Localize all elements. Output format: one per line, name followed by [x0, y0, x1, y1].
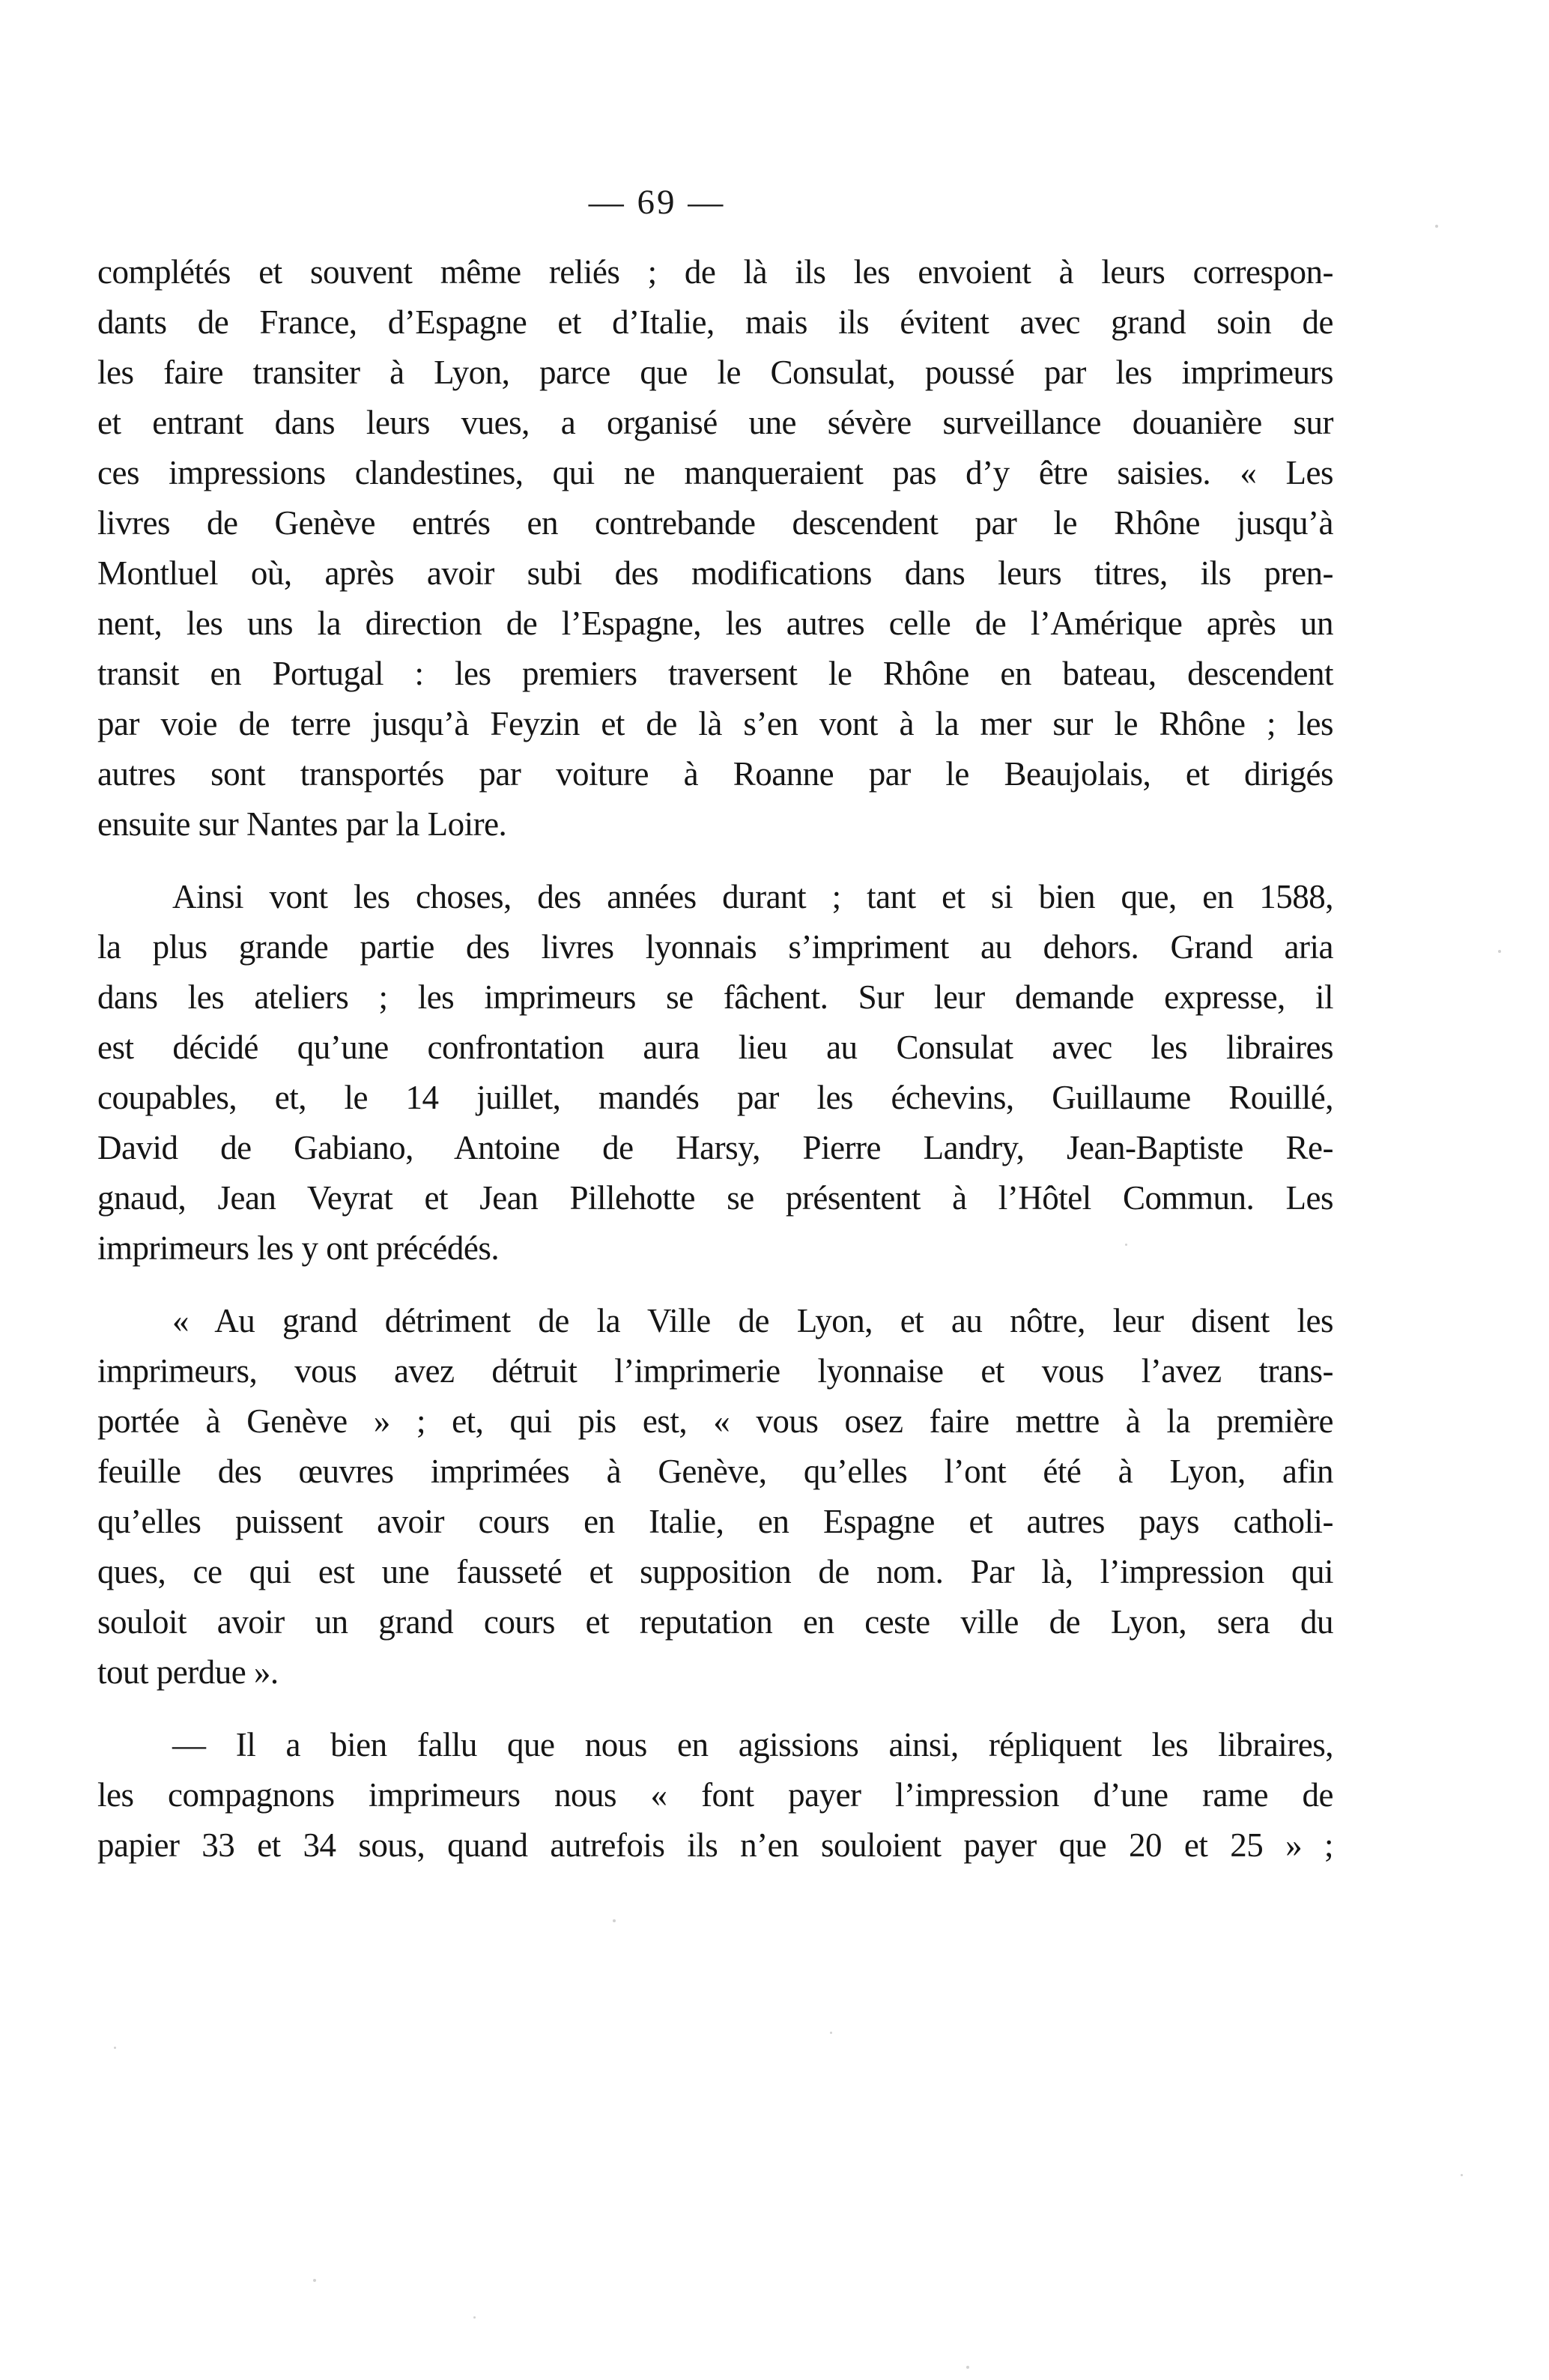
text-line: et entrant dans leurs vues, a organisé une sévère surveillance douanière sur: [97, 404, 1333, 441]
text-line: « Au grand détriment de la Ville de Lyon, et au nôtre, leur disent les: [172, 1302, 1333, 1339]
text-line: gnaud, Jean Veyrat et Jean Pillehotte se présentent à l’Hôtel Commun. Les: [97, 1179, 1333, 1217]
text-line: dans les ateliers ; les imprimeurs se fâchent. Sur leur demande expresse, il: [97, 978, 1333, 1016]
text-line: dants de France, d’Espagne et d’Italie, mais ils évitent avec grand soin de: [97, 303, 1333, 341]
text-line: complétés et souvent même reliés ; de là ils les envoient à leurs correspon-: [97, 253, 1333, 291]
text-line: par voie de terre jusqu’à Feyzin et de là s’en vont à la mer sur le Rhône ; les: [97, 705, 1333, 742]
text-line: ensuite sur Nantes par la Loire.: [97, 805, 507, 843]
text-line: David de Gabiano, Antoine de Harsy, Pierre Landry, Jean-Baptiste Re-: [97, 1129, 1333, 1166]
paragraph-1: [97, 247, 1333, 850]
paragraph-2: [97, 872, 1333, 1274]
text-block: [97, 247, 1333, 1871]
text-line: papier 33 et 34 sous, quand autrefois ils n’en souloient payer que 20 et 25 » ;: [97, 1826, 1333, 1864]
text-line: Ainsi vont les choses, des années durant ; tant et si bien que, en 1588,: [172, 878, 1333, 915]
scan-speck: [613, 1919, 616, 1922]
scan-speck: [1125, 1244, 1127, 1246]
text-line: qu’elles puissent avoir cours en Italie, en Espagne et autres pays catholi-: [97, 1503, 1333, 1540]
text-line: Montluel où, après avoir subi des modifications dans leurs titres, ils pren-: [97, 554, 1333, 592]
scan-speck: [1461, 2174, 1463, 2176]
text-line: livres de Genève entrés en contrebande descendent par le Rhône jusqu’à: [97, 504, 1333, 542]
text-line: souloit avoir un grand cours et reputation en ceste ville de Lyon, sera du: [97, 1603, 1333, 1641]
paragraph-4: [97, 1720, 1333, 1871]
text-line: ques, ce qui est une fausseté et supposition de nom. Par là, l’impression qui: [97, 1553, 1333, 1590]
text-line: imprimeurs, vous avez détruit l’imprimerie lyonnaise et vous l’avez trans-: [97, 1352, 1333, 1390]
paragraph-3: [97, 1296, 1333, 1698]
text-line: les compagnons imprimeurs nous « font payer l’impression d’une rame de: [97, 1776, 1333, 1814]
text-line: portée à Genève » ; et, qui pis est, « vous osez faire mettre à la première: [97, 1402, 1333, 1440]
scan-speck: [473, 2316, 476, 2319]
scan-speck: [830, 2032, 832, 2034]
text-line: feuille des œuvres imprimées à Genève, qu’elles l’ont été à Lyon, afin: [97, 1453, 1333, 1490]
text-line: autres sont transportés par voiture à Roanne par le Beaujolais, et dirigés: [97, 755, 1333, 793]
text-line: transit en Portugal : les premiers traversent le Rhône en bateau, descendent: [97, 655, 1333, 692]
text-line: imprimeurs les y ont précédés.: [97, 1229, 500, 1267]
page-number: — 69 —: [588, 183, 726, 222]
text-line: tout perdue ».: [97, 1653, 279, 1691]
scan-speck: [114, 2047, 116, 2049]
text-line: les faire transiter à Lyon, parce que le Consulat, poussé par les imprimeurs: [97, 354, 1333, 391]
text-line: — Il a bien fallu que nous en agissions ainsi, répliquent les libraires,: [172, 1726, 1333, 1763]
text-line: coupables, et, le 14 juillet, mandés par les échevins, Guillaume Rouillé,: [97, 1079, 1333, 1116]
scan-speck: [1435, 225, 1438, 228]
text-line: ces impressions clandestines, qui ne manqueraient pas d’y être saisies. « Les: [97, 454, 1333, 491]
text-line: est décidé qu’une confrontation aura lieu au Consulat avec les libraires: [97, 1029, 1333, 1066]
scan-speck: [1498, 950, 1501, 953]
text-line: nent, les uns la direction de l’Espagne, les autres celle de l’Amérique après un: [97, 605, 1333, 642]
text-line: la plus grande partie des livres lyonnais s’impriment au dehors. Grand aria: [97, 928, 1333, 966]
scan-speck: [966, 2366, 969, 2369]
scan-speck: [313, 2279, 316, 2282]
